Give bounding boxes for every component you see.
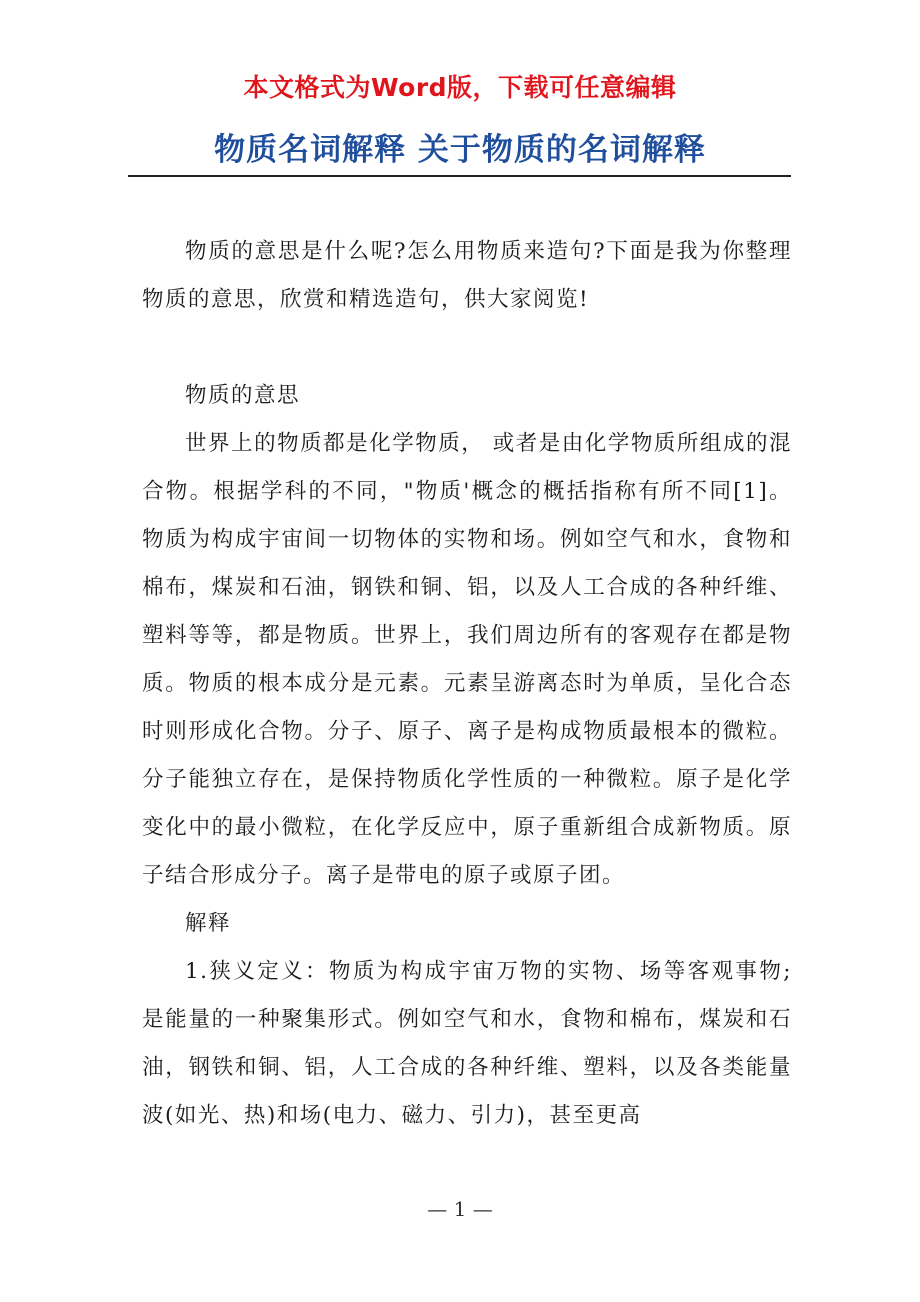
meaning-paragraph: 世界上的物质都是化学物质， 或者是由化学物质所组成的混合物。根据学科的不同，"物质'概念的概括指称有所不同[1]。物质为构成宇宙间一切物体的实物和场。例如空气和水，食物和棉布，煤炭和石油，钢铁和铜、铝，以及人工合成的各种纤维、塑料等等，都是物质。世界上，我们周边所有的客观存在都是物质。物质的根本成分是元素。元素呈游离态时为单质，呈化合态时则形成化合物。分子、原子、离子是构成物质最根本的微粒。分子能独立存在，是保持物质化学性质的一种微粒。原子是化学变化中的最小微粒，在化学反应中，原子重新组合成新物质。原子结合形成分子。离子是带电的原子或原子团。 bbox=[142, 431, 792, 888]
download-banner: 本文格式为Word版，下载可任意编辑 bbox=[243, 73, 677, 102]
intro-paragraph: 物质的意思是什么呢?怎么用物质来造句?下面是我为你整理物质的意思，欣赏和精选造句，供大家阅览! bbox=[142, 239, 792, 312]
document-body bbox=[142, 228, 792, 1140]
section-heading-meaning: 物质的意思 bbox=[185, 383, 301, 408]
title-divider bbox=[128, 175, 791, 177]
page-number: — 1 — bbox=[427, 1197, 493, 1221]
explanation-paragraph: 1.狭义定义：物质为构成宇宙万物的实物、场等客观事物;是能量的一种聚集形式。例如空气和水，食物和棉布，煤炭和石油，钢铁和铜、铝，人工合成的各种纤维、塑料，以及各类能量波(如光、热)和场(电力、磁力、引力)，甚至更高 bbox=[142, 959, 792, 1128]
page-title: 物质名词解释 关于物质的名词解释 bbox=[214, 132, 706, 168]
section-heading-explanation: 解释 bbox=[185, 911, 232, 936]
